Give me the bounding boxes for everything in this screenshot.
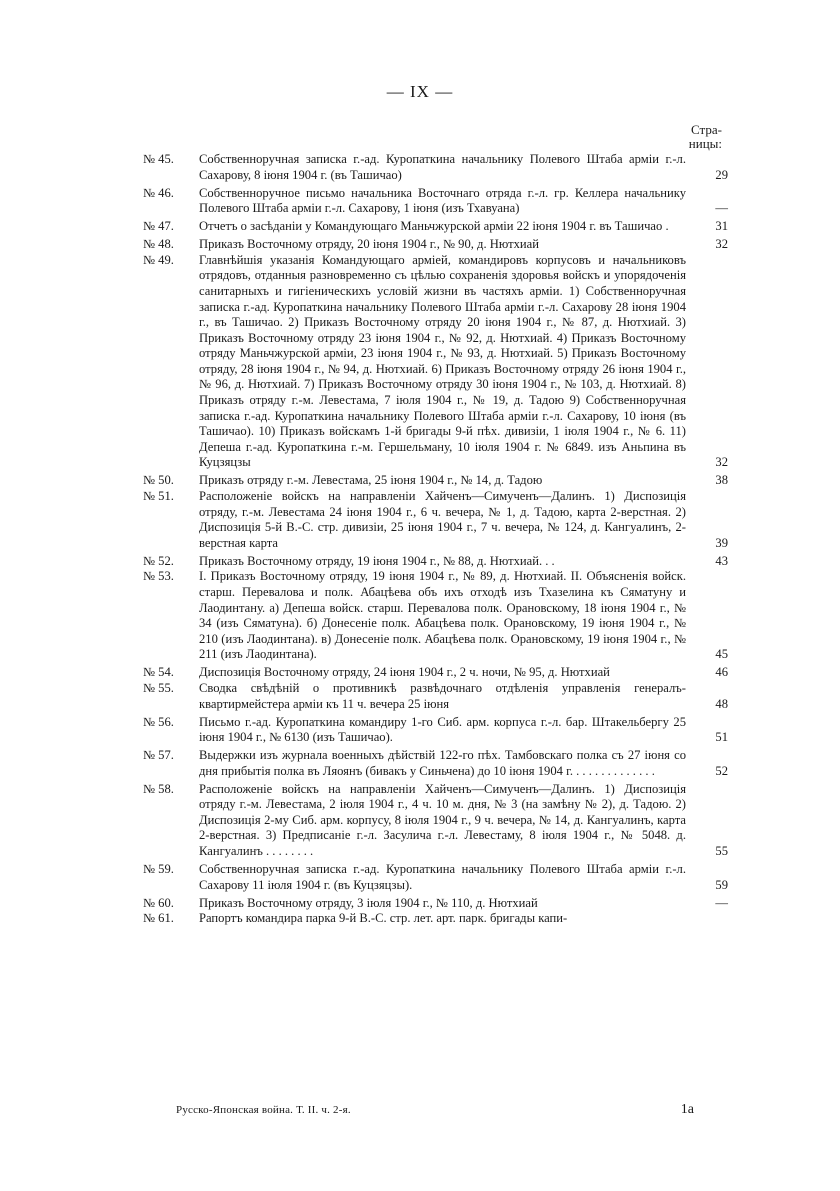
- entry-number: № 57.: [143, 748, 174, 763]
- entry-page: 32: [715, 237, 728, 252]
- toc-entry-49: [143, 253, 728, 471]
- entry-description: Отчетъ о засѣданіи у Командующаго Маньчжурской арміи 22 іюня 1904 г. въ Ташичао .: [199, 219, 669, 234]
- entry-page: 55: [715, 844, 728, 859]
- toc-entry-57: [143, 748, 728, 779]
- pages-header-line1: Стра-: [691, 122, 722, 137]
- entry-page: 59: [715, 877, 728, 892]
- entry-number: № 50.: [143, 473, 174, 488]
- entry-number: № 48.: [143, 237, 174, 252]
- page-footer: [176, 1102, 694, 1118]
- toc-entry-61: [143, 911, 728, 927]
- entry-number: № 61.: [143, 911, 174, 926]
- entry-page: —: [715, 201, 728, 216]
- pages-header-line2: ницы:: [688, 136, 722, 151]
- entry-description: Собственноручная записка г.-ад. Куропаткина начальнику Полевого Штаба арміи г.-л. Сахарову, 8 іюня 1904 г. (въ Ташичао): [199, 152, 686, 182]
- entry-description: I. Приказъ Восточному отряду, 19 іюня 1904 г., № 89, д. Нютхиай. II. Объясненія войск. старш. Перевалова и полк. Абацѣева объ ихъ отходѣ изъ Тхазелина къ Сяматуну и Лаодинтану. а) Депеша войск. старш. Перевалова полк. Орановскому, 18 іюня 1904 г., № 34 (изъ Сяматуна). б) Донесеніе полк. Абацѣева полк. Орановскому, 19 іюня 1904 г., № 210 (изъ Лаодинтана). в) Донесеніе полк. Абацѣева полк. Орановскому, 19 іюня 1904 г., № 211 (изъ Лаодинтана).: [199, 569, 686, 662]
- entry-description: Собственноручное письмо начальника Восточнаго отряда г.-л. гр. Келлера начальнику Полевого Штаба арміи г.-л. Сахарову, 1 іюня (изъ Тхавуана): [199, 185, 686, 216]
- entry-number: № 46.: [143, 185, 174, 200]
- toc-entry-54: [143, 665, 728, 681]
- entry-description: Диспозиція Восточному отряду, 24 іюня 1904 г., 2 ч. ночи, № 95, д. Нютхиай: [199, 665, 610, 680]
- toc-entry-48: [143, 237, 728, 253]
- toc-entry-56: [143, 715, 728, 746]
- entry-number: № 58.: [143, 781, 174, 796]
- entry-description: Приказъ Восточному отряду, 20 іюня 1904 г., № 90, д. Нютхиай: [199, 237, 539, 252]
- entry-description: Рапортъ командира парка 9-й В.-С. стр. лет. арт. парк. бригады капи-: [199, 911, 568, 926]
- entry-page: 48: [715, 696, 728, 711]
- toc-entry-58: [143, 782, 728, 860]
- toc-entry-45: [143, 152, 728, 183]
- entry-description: Расположеніе войскъ на направленіи Хайченъ—Симученъ—Далинъ. 1) Диспозиція отряду г.-м. Левестама, 2 іюля 1904 г., 4 ч. 10 м. дня, № 3 (на замѣну № 2), д. Тадою. 2) Диспозиція 2-му Сиб. арм. корпусу, 8 іюля 1904 г., 9 ч. вечера, № 14, д. Кангуалинъ, карта 2-верстная. 3) Предписаніе г.-л. Засулича г.-л. Левестаму, 8 іюля 1904 г., № 5048. д. Кангуалинъ . . . . . . . .: [199, 781, 686, 859]
- entry-number: № 55.: [143, 680, 174, 695]
- entry-page: 31: [715, 219, 728, 234]
- entry-description: Приказъ Восточному отряду, 3 іюля 1904 г., № 110, д. Нютхиай: [199, 895, 538, 910]
- entry-description: Приказъ отряду г.-м. Левестама, 25 іюня 1904 г., № 14, д. Тадою: [199, 473, 543, 488]
- entry-description: Сводка свѣдѣній о противникѣ развѣдочнаго отдѣленія управленія генералъ-квартирмейстера арміи къ 11 ч. вечера 25 іюня: [199, 680, 686, 711]
- entry-number: № 47.: [143, 219, 174, 234]
- entry-number: № 52.: [143, 553, 174, 568]
- entry-page: 38: [715, 473, 728, 488]
- entry-description: Расположеніе войскъ на направленіи Хайченъ—Симученъ—Далинъ. 1) Диспозиція отряду, г.-м. Левестама 24 іюня 1904 г., 6 ч. вечера, № 1, д. Тадою, карта 2-верстная. 2) Диспозиція 5-й В.-С. стр. дивизіи, 25 іюня 1904 г., 7 ч. вечера, № 124, д. Кангуалинъ, 2-верстная карта: [199, 489, 686, 550]
- entry-number: № 56.: [143, 714, 174, 729]
- entry-page: 29: [715, 167, 728, 182]
- entry-number: № 60.: [143, 895, 174, 910]
- toc-entry-47: [143, 219, 728, 235]
- entry-page: 51: [715, 730, 728, 745]
- page-number: — IX —: [386, 82, 454, 101]
- footer-signature: 1а: [680, 1102, 694, 1117]
- entry-description: Выдержки изъ журнала военныхъ дѣйствій 122-го пѣх. Тамбовскаго полка съ 27 іюня со дня прибытія полка въ Ляоянъ (бивакъ у Синьчена) до 10 іюня 1904 г. . . . . . . . . . . . . .: [199, 748, 686, 778]
- table-of-contents: [143, 152, 728, 927]
- entry-description: Письмо г.-ад. Куропаткина командиру 1-го Сиб. арм. корпуса г.-л. бар. Штакельбергу 25 іюня 1904 г., № 6130 (изъ Ташичао).: [199, 714, 686, 745]
- entry-page: 45: [715, 647, 728, 662]
- entry-description: Приказъ Восточному отряду, 19 іюня 1904 г., № 88, д. Нютхиай. . .: [199, 553, 555, 568]
- pages-column-header: [660, 123, 722, 151]
- entry-page: 46: [715, 665, 728, 680]
- toc-entry-52: [143, 554, 728, 570]
- footer-book-title: Русско-Японская война. Т. II. ч. 2-я.: [176, 1104, 351, 1116]
- entry-page: 39: [715, 535, 728, 550]
- entry-page: 32: [715, 455, 728, 470]
- entry-page: 43: [715, 553, 728, 568]
- entry-page: —: [715, 895, 728, 910]
- toc-entry-59: [143, 862, 728, 893]
- toc-entry-46: [143, 186, 728, 217]
- entry-description: Главнѣйшія указанія Командующаго арміей, командировъ корпусовъ и начальниковъ отрядовъ, отданныя разновременно съ цѣлью сохраненія здоровья войскъ и упорядоченія санитарныхъ и гигіеническихъ условій жизни въ частяхъ арміи. 1) Собственноручная записка г.-ад. Куропаткина начальнику Полевого Штаба арміи г.-л. Сахарову 28 іюня 1904 г., въ Ташичао. 2) Приказъ Восточному отряду 20 іюня 1904 г., № 87, д. Нютхиай. 3) Приказъ Восточному отряду 23 іюня 1904 г., № 92, д. Нютхиай. 4) Приказъ Восточному отряду Маньчжурской арміи, 23 іюня 1904 г., № 93, д. Нютхиай. 5) Приказъ Восточному отряду, 28 іюня 1904 г., № 94, д. Нютхиай. 6) Приказъ Восточному отряду 26 іюня 1904 г., № 96, д. Нютхиай. 7) Приказъ Восточному отряду 30 іюня 1904 г., № 103, д. Нютхиай. 8) Приказъ отряду г.-м. Левестама, 7 іюля 1904 г., № 19, д. Тадою 9) Собственноручная записка г.-ад. Куропаткина начальнику Полевого Штаба арміи г.-л. Сахарову, 10 іюня (въ Ташичао). 10) Приказъ войскамъ 1-й бригады 9-й пѣх. дивизіи, 1 іюля 1904 г., № 6. 11) Депеша г.-ад. Куропаткина г.-м. Гершельману, 10 іюля 1904 г. № 6849. изъ Аньпина въ Куцзяцзы: [199, 252, 686, 470]
- entry-number: № 53.: [143, 569, 174, 584]
- entry-number: № 54.: [143, 665, 174, 680]
- toc-entry-51: [143, 489, 728, 551]
- entry-number: № 59.: [143, 862, 174, 877]
- toc-entry-60: [143, 896, 728, 912]
- entry-number: № 45.: [143, 152, 174, 166]
- entry-description: Собственноручная записка г.-ад. Куропаткина начальнику Полевого Штаба арміи г.-л. Сахарову 11 іюля 1904 г. (въ Куцзяцзы).: [199, 862, 686, 892]
- entry-number: № 49.: [143, 252, 174, 267]
- toc-entry-55: [143, 681, 728, 712]
- entry-page: 52: [715, 763, 728, 778]
- toc-entry-50: [143, 473, 728, 489]
- entry-number: № 51.: [143, 489, 174, 504]
- toc-entry-53: [143, 569, 728, 663]
